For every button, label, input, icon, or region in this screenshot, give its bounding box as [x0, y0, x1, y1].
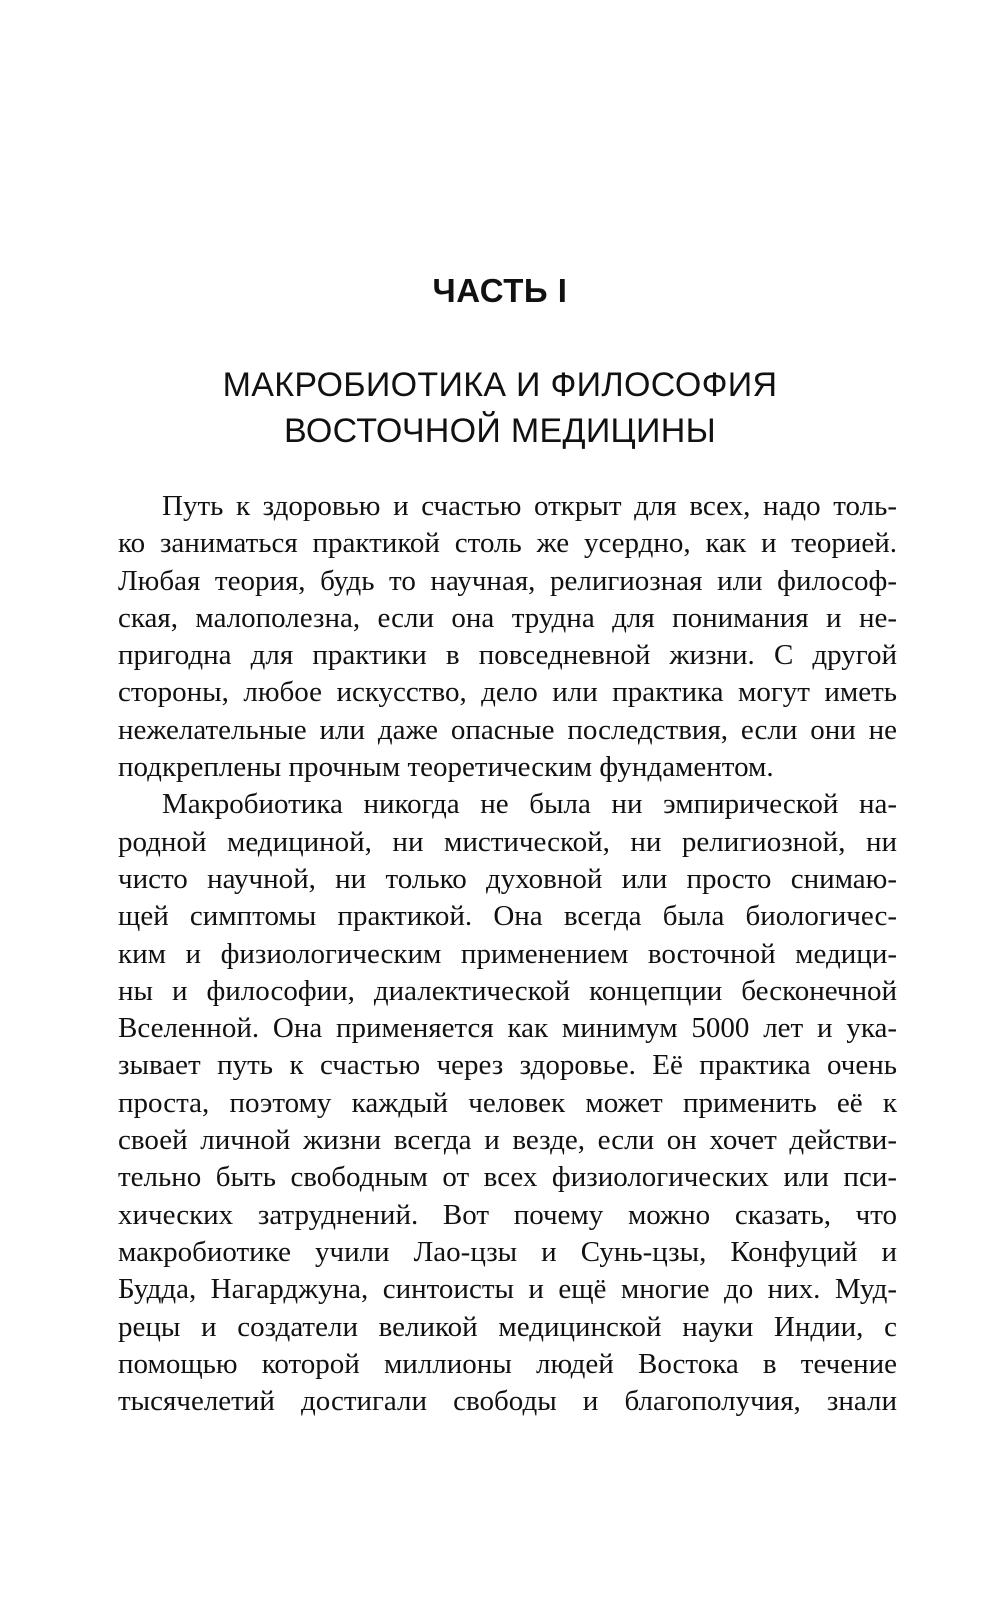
text-line: тельно быть свободным от всех физиологических или пси-: [118, 1161, 897, 1194]
body-text: [118, 488, 897, 1420]
text-line: помощью которой миллионы людей Востока в течение: [118, 1347, 897, 1380]
text-line: ко заниматься практикой столь же усердно, как и теорией.: [118, 527, 897, 560]
text-line: Будда, Нагарджуна, синтоисты и ещё многие до них. Муд-: [118, 1273, 897, 1306]
text-line: щей симптомы практикой. Она всегда была биологичес-: [118, 900, 897, 933]
text-line: ны и философии, диалектической концепции бесконечной: [118, 974, 897, 1007]
chapter-title-line-1: МАКРОБИОТИКА И ФИЛОСОФИЯ: [222, 366, 778, 404]
text-line: зывает путь к счастью через здоровье. Её практика очень: [118, 1049, 897, 1082]
text-line: рецы и создатели великой медицинской науки Индии, с: [118, 1310, 897, 1343]
text-line: ким и физиологическим применением восточной медици-: [118, 937, 897, 970]
part-heading: ЧАСТЬ I: [432, 272, 568, 309]
text-line: пригодна для практики в повседневной жизни. С другой: [118, 639, 897, 672]
text-line: Любая теория, будь то научная, религиозная или философ-: [118, 564, 897, 597]
text-line: стороны, любое искусство, дело или практика могут иметь: [118, 676, 897, 709]
text-line: своей личной жизни всегда и везде, если он хочет действи-: [118, 1124, 897, 1157]
text-line: тысячелетий достигали свободы и благополучия, знали: [118, 1385, 897, 1418]
text-line: Макробиотика никогда не была ни эмпирической на-: [162, 788, 897, 821]
text-line: Вселенной. Она применяется как минимум 5000 лет и ука-: [118, 1012, 897, 1045]
chapter-title: [0, 362, 1000, 454]
text-line: макробиотике учили Лао-цзы и Сунь-цзы, Конфуций и: [118, 1235, 897, 1268]
chapter-title-line-2: ВОСТОЧНОЙ МЕДИЦИНЫ: [283, 412, 716, 450]
text-line: Путь к здоровью и счастью открыт для всех, надо толь-: [162, 490, 897, 522]
text-line: подкреплены прочным теоретическим фундаментом.: [118, 751, 774, 784]
text-line: нежелательные или даже опасные последствия, если они не: [118, 713, 897, 746]
text-line: хических затруднений. Вот почему можно сказать, что: [118, 1198, 897, 1231]
paragraph-1: [118, 488, 897, 786]
paragraph-2: [118, 786, 897, 1420]
text-line: ская, малополезна, если она трудна для понимания и не-: [118, 601, 897, 634]
text-line: родной медициной, ни мистической, ни религиозной, ни: [118, 825, 897, 858]
text-line: чисто научной, ни только духовной или просто снимаю-: [118, 862, 897, 895]
text-line: проста, поэтому каждый человек может применить её к: [118, 1086, 897, 1119]
